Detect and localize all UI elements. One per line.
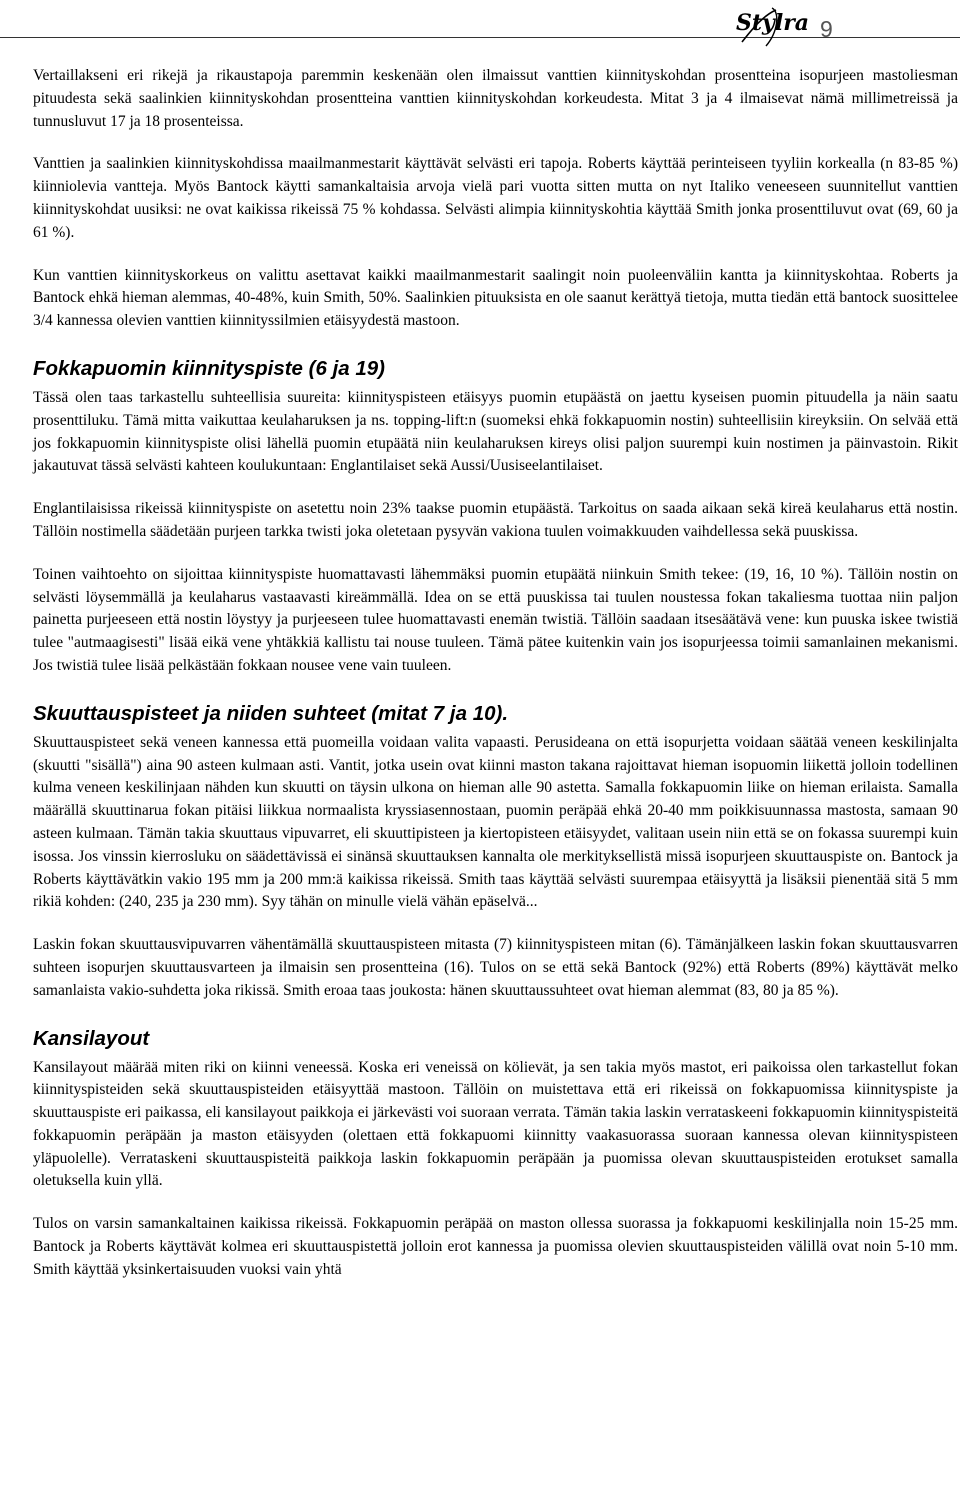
heading-fokkapuomi: Fokkapuomin kiinnityspiste (6 ja 19) — [33, 356, 386, 380]
heading-kansilayout: Kansilayout — [33, 1026, 150, 1050]
paragraph-skuuttaus-2: Laskin fokan skuuttausvipuvarren vähentämällä skuuttauspisteen mitasta (7) kiinnityspisteen mitan (6). Tämänjälkeen laskin fokan skuuttausvarren suhteen isopurjen skuuttausvarteen ja ilmaisin sen prosentteina (16). Tulos on se että sekä Bantock (92%) että Roberts (89%) käyttävät melko samanlaista vakio-suhdetta joka rikissä. Smith eroaa taas joukosta: hänen skuuttaussuhteet ovat hieman alemmat (83, 80 ja 85 %). — [33, 936, 958, 999]
paragraph-intro: Vertaillakseni eri rikejä ja rikaustapoja paremmin keskenään olen ilmaissut vanttien kiinnityskohdan prosentteina isopurjeen mastoliesman pituudesta sekä saalinkien kiinnityskohdan prosentteina vanttien kiinnityskohdan korkeudesta. Mitat 3 ja 4 ilmaisevat nämä millimetreissä ja tunnusluvut 17 ja 18 prosenteissa. — [33, 67, 958, 130]
document-body — [33, 65, 958, 1282]
heading-skuuttaus: Skuuttauspisteet ja niiden suhteet (mitat 7 ja 10). — [33, 701, 509, 725]
paragraph-kansilayout-1: Kansilayout määrää miten riki on kiinni veneessä. Koska eri veneissä on kölievät, ja sen takia myös mastot, eri paikoissa olen tarkastellut fokan kiinnityspisteiden sekä skuuttauspisteiden etäisyyttää mastoon. Tällöin on muistettava että eri rikeissä on fokkapuomissa kiinnityspiste ja skuuttauspiste eri paikassa, eli kansilayout paikkoja ei järkevästi voi suoraan verrata. Tämän takia laskin verrataskeeni fokkapuomin kiinnityspisteitä fokkapuomin peräpään ja maston etäisyyden (olettaen että fokkapuomi kiinnitty vaakasuorassa suoraan kannessa olevan kiinnityspisteen yläpuolelle). Verrataskeni skuuttauspisteitä paikkoja laskin fokkapuomin peräpään ja puomissa olevan skuuttauspisteiden erotukset samalla oletuksella kuin yllä. — [33, 1058, 958, 1190]
paragraph-saalingit: Kun vanttien kiinnityskorkeus on valittu asettavat kaikki maailmanmestarit saalingit noin puoleenväliin kantta ja kiinnityskohtaa. Roberts ja Bantock ehkä hieman alemmas, 40-48%, kuin Smith, 50%. Saalinkien pituuksista en ole saanut kerättyä tietoja, mutta tiedän että bantock suosittelee 3/4 kannessa olevien vanttien kiinnityssilmien etäisyydestä mastoon. — [33, 266, 958, 330]
paragraph-skuuttaus-1: Skuuttauspisteet sekä veneen kannessa että puomeilla voidaan valita vapaasti. Perusideana on että isopurjetta voidaan säätää veneen keskilinjalta (skuutti "sisällä") aina 90 asteen kulmaan asti. Vantit, jotka usein ovat kiinni maston takana rajoittavat hieman isopuomin liikettä jolloin todellinen kulma veneen keskilinjaan nähden kun skuutti on täysin ulkona on hieman alle 90 astetta. Samalla fokkapuomin liike on hieman erilaista. Samalla määrällä skuuttinarua fokan pitäisi liikkua normaalista kryssiasennostaan, puomin peräpää ehkä 20-40 mm poikkisuunnassa mastosta, samaan 90 asteen kulmaan. Tämän takia skuuttaus vipuvarret, eli skuuttipisteen ja kiertopisteen etäisyydet, valitaan usein niin että se on fokassa suurempi kuin isossa. Jos vinssin kierrosluku on säädettävissä ei sinänsä skuuttauksen kannalta ole merkityksellistä missä isopurjeen skuuttauspiste on. Bantock ja Roberts käyttävätkin vakio 195 mm ja 200 mm:ä kaikissa rikeissä. Smith taas käyttää selvästi suurempaa etäisyyttä ja lisäksii pienentää sitä 5 mm rikiä kohden: (240, 235 ja 230 mm). Syy tähän on minulle vielä vähän epäselvä... — [33, 733, 958, 911]
svg-text:Stylra: Stylra — [736, 10, 810, 36]
header-rule — [0, 37, 960, 38]
paragraph-fokkapuomi-2: Englantilaisissa rikeissä kiinnityspiste on asetettu noin 23% taakse puomin etupäästä. Tarkoitus on saada aikaan sekä kireä keulaharus että nostin. Tällöin nostimella säädetään purjeen tarkka twisti joka oletetaan pysyvän vakiona tuulen voimakkuuden vaihdellessa sekä puuskissa. — [33, 500, 958, 540]
paragraph-vantit: Vanttien ja saalinkien kiinnityskohdissa maailmanmestarit käyttävät selvästi eri tapoja. Roberts käyttää perinteiseen tyyliin korkealla (n 83-85 %) kiinniolevia vantteja. Myös Bantock käytti samankaltaisia arvoja vielä pari vuotta sitten mutta on nyt Italiko veneeseen suunnitellut vanttien kiinnityskohdat uusiksi: ne ovat kaikissa rikeissä 75 % kohdassa. Selvästi alimpia kiinnityskohtia käyttää Smith jonka prosenttiluvut ovat (69, 60 ja 61 %). — [33, 155, 958, 241]
paragraph-kansilayout-2: Tulos on varsin samankaltainen kaikissa rikeissä. Fokkapuomin peräpää on maston ollessa suorassa ja fokkapuomi keskilinjalla noin 15-25 mm. Bantock ja Roberts käyttävät kolmea eri skuuttauspistettä jolloin erot kannessa ja puomissa olevien skuuttauspisteiden välillä ovat noin 5-10 mm. Smith käyttää yksinkertaisuuden vuoksi vain yhtä — [33, 1215, 958, 1278]
stylra-logo — [732, 2, 810, 50]
page-number: 9 — [820, 16, 833, 42]
paragraph-fokkapuomi-1: Tässä olen taas tarkastellu suhteellisia suureita: kiinnityspisteen etäisyys puomin etupäästä on jaettu kyseisen puomin pituudella ja näin saatu prosenttiluku. Tämä mitta vaikuttaa keulaharuksen ja ns. topping-lift:n (suomeksi ehkä fokkapuomin nostin) suhteellisiin kireyksiin. On selvää että jos fokkapuomin kiinnityspiste olisi lähellä puomin etupäätä niin keulaharuksen kireys olisi paljon suurempi kuin nostimen ja päinvastoin. Rikit jakautuvat tässä selvästi kahteen koulukuntaan: Englantilaiset sekä Aussi/Uusiseelantilaiset. — [33, 388, 958, 475]
paragraph-fokkapuomi-3: Toinen vaihtoehto on sijoittaa kiinnityspiste huomattavasti lähemmäksi puomin etupäätä niinkuin Smith tekee: (19, 16, 10 %). Tällöin nostin on selvästi löysemmällä ja keulaharus vastaavasti kireämmällä. Idea on se että puuskissa tai tuulen noustessa fokan takaliesma tuottaa niin paljon painetta purjeeseen että nostin löystyy ja purjeeseen tulee huomattavasti enemän twistiä. Tällöin saadaan itsesäätävä vene: kun puuska iskee twistiä tulee "autmaagisesti" lisää eikä vene yhtäkkiä kallistu tai nouse tuuleen. Tämä pätee kuitenkin vain jos isopurjeessa toimii samanlainen mekanismi. Jos twistiä tulee lisää pelkästään fokkaan nousee vene vain tuuleen. — [33, 565, 958, 674]
